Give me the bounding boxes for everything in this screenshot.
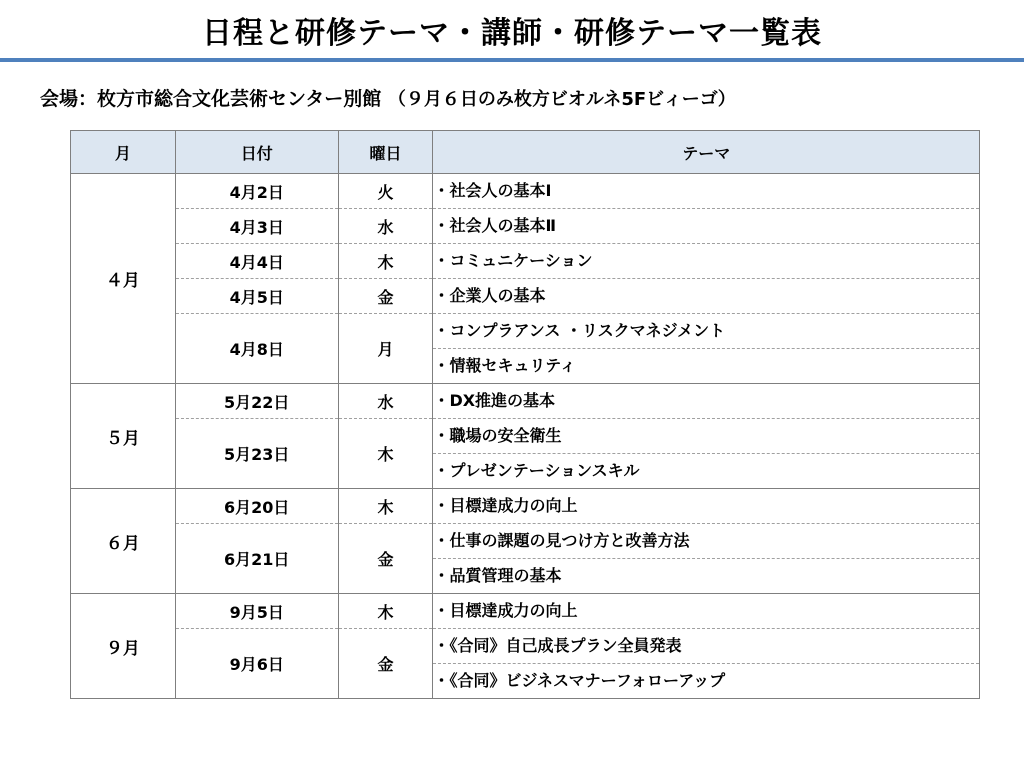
- weekday-cell: 木: [338, 594, 433, 629]
- venue-label: 会場：枚方市総合文化芸術センター別館: [40, 88, 382, 110]
- theme-item: ・職場の安全衛生: [433, 426, 562, 445]
- theme-cell: [433, 314, 980, 384]
- theme-item: ・目標達成力の向上: [433, 496, 578, 515]
- header-weekday: 曜日: [338, 131, 433, 174]
- weekday-cell: 月: [338, 314, 433, 384]
- weekday-cell: 金: [338, 279, 433, 314]
- table-row: [71, 174, 980, 209]
- theme-item: ・社会人の基本Ⅰ: [433, 181, 552, 200]
- table-row: [71, 419, 980, 489]
- table-row: [71, 279, 980, 314]
- header-date: 日付: [175, 131, 338, 174]
- date-cell: 4月8日: [175, 314, 338, 384]
- theme-cell: [433, 174, 980, 209]
- table-row: [71, 244, 980, 279]
- month-cell: ４月: [71, 174, 176, 384]
- theme-item: ・コミュニケーション: [433, 251, 593, 270]
- date-cell: 6月20日: [175, 489, 338, 524]
- date-cell: 4月5日: [175, 279, 338, 314]
- weekday-cell: 木: [338, 489, 433, 524]
- theme-item: ・《合同》自己成長プラン全員発表: [433, 636, 682, 655]
- table-row: [71, 594, 980, 629]
- table-row: [71, 629, 980, 699]
- table-row: [71, 384, 980, 419]
- theme-item: ・品質管理の基本: [433, 558, 979, 593]
- theme-cell: [433, 384, 980, 419]
- table-row: [71, 524, 980, 594]
- theme-item: ・情報セキュリティ: [433, 348, 979, 383]
- weekday-cell: 火: [338, 174, 433, 209]
- date-cell: 6月21日: [175, 524, 338, 594]
- venue-note: （９月６日のみ枚方ビオルネ5Fビィーゴ）: [387, 89, 736, 110]
- date-cell: 9月5日: [175, 594, 338, 629]
- date-cell: 4月2日: [175, 174, 338, 209]
- table-row: [71, 314, 980, 384]
- theme-item: ・目標達成力の向上: [433, 601, 578, 620]
- theme-item: ・《合同》ビジネスマナーフォローアップ: [433, 663, 979, 698]
- header-theme: テーマ: [433, 131, 980, 174]
- weekday-cell: 木: [338, 419, 433, 489]
- date-cell: 4月3日: [175, 209, 338, 244]
- theme-cell: [433, 629, 980, 699]
- theme-cell: [433, 524, 980, 594]
- date-cell: 5月22日: [175, 384, 338, 419]
- page-title: 日程と研修テーマ・講師・研修テーマ一覧表: [202, 16, 822, 51]
- theme-cell: [433, 279, 980, 314]
- weekday-cell: 金: [338, 524, 433, 594]
- schedule-table: [70, 130, 980, 699]
- theme-item: ・社会人の基本Ⅱ: [433, 216, 556, 235]
- month-cell: ６月: [71, 489, 176, 594]
- date-cell: 5月23日: [175, 419, 338, 489]
- theme-item: ・企業人の基本: [433, 286, 546, 305]
- date-cell: 9月6日: [175, 629, 338, 699]
- table-row: [71, 489, 980, 524]
- table-header-row: [71, 131, 980, 174]
- schedule-body: [71, 174, 980, 699]
- weekday-cell: 水: [338, 384, 433, 419]
- title-underline: [0, 58, 1024, 62]
- theme-cell: [433, 209, 980, 244]
- month-cell: ５月: [71, 384, 176, 489]
- theme-item: ・コンプラアンス ・リスクマネジメント: [433, 321, 726, 340]
- theme-cell: [433, 594, 980, 629]
- table-row: [71, 209, 980, 244]
- venue-line: [40, 84, 1000, 111]
- month-cell: ９月: [71, 594, 176, 699]
- theme-cell: [433, 244, 980, 279]
- theme-item: ・仕事の課題の見つけ方と改善方法: [433, 531, 690, 550]
- weekday-cell: 金: [338, 629, 433, 699]
- theme-item: ・DX推進の基本: [433, 391, 556, 410]
- theme-cell: [433, 489, 980, 524]
- weekday-cell: 木: [338, 244, 433, 279]
- theme-item: ・プレゼンテーションスキル: [433, 453, 979, 488]
- weekday-cell: 水: [338, 209, 433, 244]
- theme-cell: [433, 419, 980, 489]
- date-cell: 4月4日: [175, 244, 338, 279]
- header-month: 月: [71, 131, 176, 174]
